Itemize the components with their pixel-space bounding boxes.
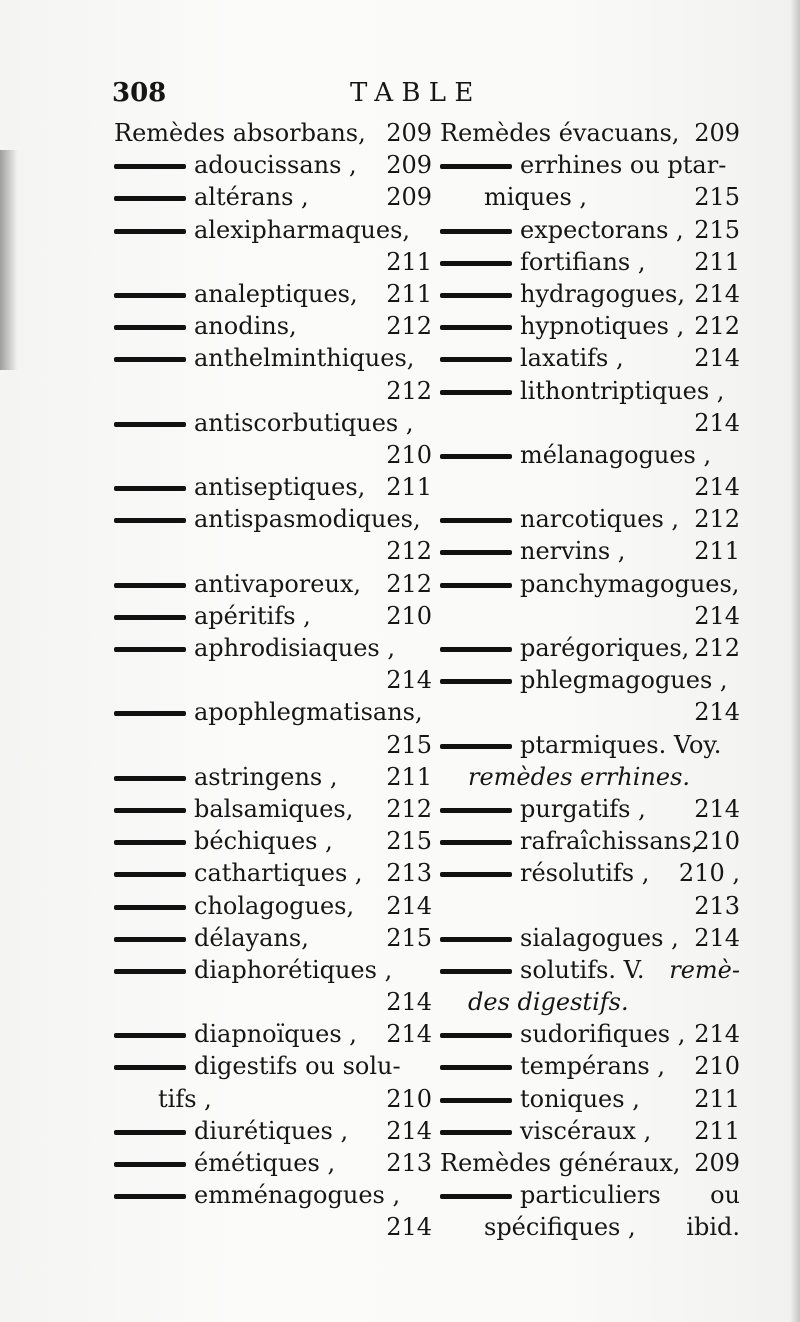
page-reference: 214 [386,1020,432,1049]
index-line [440,407,740,439]
index-term: Remèdes évacuans, [440,119,680,147]
index-line [114,117,432,149]
index-line [114,149,432,181]
index-line [114,181,432,213]
index-line [114,890,432,922]
ditto-dash [440,390,512,395]
index-line [114,600,432,632]
index-term: résolutifs , [520,859,650,888]
index-line [440,696,740,728]
index-line [440,1050,740,1082]
index-term: apéritifs , [194,601,311,630]
index-line [114,568,432,600]
index-line [114,696,432,728]
index-line [114,535,432,567]
index-line [114,664,432,696]
ditto-dash [440,1065,512,1070]
index-line [440,246,740,278]
index-line [114,503,432,535]
index-term: fortifians , [520,247,646,276]
index-term: antispasmodiques, [194,505,421,534]
ditto-dash [440,357,512,362]
index-term: purgatifs , [520,794,646,823]
page-header [112,78,732,118]
index-term: sialagogues , [520,923,679,952]
ditto-dash [440,164,512,169]
ditto-dash [114,647,186,652]
index-line [440,1083,740,1115]
page-reference: 211 [386,473,432,502]
index-line [114,342,432,374]
page-reference: 211 [694,247,740,276]
ditto-dash [440,1130,512,1135]
index-line [440,439,740,471]
ditto-dash [440,1033,512,1038]
page-reference: 214 [694,794,740,823]
ditto-dash [440,808,512,813]
page-reference: 213 [386,859,432,888]
index-term: balsamiques, [194,794,354,823]
index-line [114,1050,432,1082]
page-reference: 209 [386,151,432,180]
index-term: mélanagogues , [520,440,712,469]
index-line [440,278,740,310]
ditto-dash [114,164,186,169]
ditto-dash [114,357,186,362]
index-line [440,1018,740,1050]
index-term: altérans , [194,183,309,212]
page-reference: 215 [694,183,740,212]
index-term: emménagogues , [194,1181,401,1210]
page-reference: 209 [694,119,740,147]
page-reference: 211 [694,537,740,566]
index-line [114,632,432,664]
index-line [440,600,740,632]
index-term: cholagogues, [194,891,355,920]
ditto-dash [440,1098,512,1103]
index-line [440,1147,740,1179]
page-reference: 210 , [678,859,740,888]
index-line [440,181,740,213]
page-reference: 214 [386,1213,432,1242]
index-line [114,1083,432,1115]
ditto-dash [114,1130,186,1135]
index-term: cathartiques , [194,859,363,888]
page-reference: 211 [386,762,432,791]
cross-reference: des digestifs. [468,988,629,1017]
index-term: toniques , [520,1084,640,1113]
index-line [440,664,740,696]
page-reference: 214 [694,344,740,373]
page-reference: 209 [694,1149,740,1177]
index-term: tifs , [158,1084,212,1113]
index-term: digestifs ou solu- [194,1052,401,1081]
index-term: antiscorbutiques , [194,408,414,437]
index-line [440,729,740,761]
ditto-dash [114,1033,186,1038]
index-line [114,407,432,439]
ditto-dash [114,808,186,813]
index-line [440,857,740,889]
right-index-column [440,117,740,1244]
ditto-dash [114,1194,186,1199]
index-term: diapnoïques , [194,1020,357,1049]
index-line [114,246,432,278]
index-term: antivaporeux, [194,569,362,598]
ditto-dash [440,550,512,555]
page-reference: 210 [694,827,740,856]
ditto-dash [114,1162,186,1167]
index-term: hypnotiques , [520,312,685,341]
page-reference: 212 [694,505,740,534]
index-line [440,793,740,825]
page-reference: 211 [386,279,432,308]
ditto-dash [440,261,512,266]
ditto-dash [114,196,186,201]
index-term: phlegmagogues , [520,666,728,695]
index-line [440,375,740,407]
index-term: hydragogues, [520,279,685,308]
page-reference: 209 [386,119,432,147]
ditto-dash [114,486,186,491]
index-term: rafraîchissans, [520,827,700,856]
page-reference: 210 [694,1052,740,1081]
page-reference: 212 [386,794,432,823]
index-line [440,568,740,600]
page-reference: ou [710,1181,740,1210]
index-line [440,825,740,857]
page-reference: 212 [386,569,432,598]
page-reference: 210 [386,1084,432,1113]
page-reference: 215 [386,827,432,856]
page-reference: 212 [386,376,432,405]
index-line [114,922,432,954]
index-term: narcotiques , [520,505,680,534]
ditto-dash [440,969,512,974]
page-reference: 214 [694,279,740,308]
index-term: anodins, [194,312,297,341]
page-reference: 212 [386,537,432,566]
page-reference: 211 [694,1084,740,1113]
index-term: solutifs. V. [520,955,645,984]
ditto-dash [440,518,512,523]
index-term: particuliers [520,1181,661,1210]
index-line [440,149,740,181]
index-line [114,214,432,246]
index-term: errhines ou ptar- [520,151,727,180]
running-title: TABLE [350,78,482,108]
index-term: Remèdes généraux, [440,1149,681,1177]
page-reference: 210 [386,601,432,630]
page-reference: 212 [694,634,740,662]
index-term: panchymagogues, [520,569,740,598]
page-number: 308 [112,78,167,108]
page-reference: 212 [386,312,432,341]
index-line [440,632,740,664]
index-line [114,1179,432,1211]
page-reference: 215 [694,215,740,244]
index-term: émétiques , [194,1149,336,1177]
index-line [114,1115,432,1147]
index-line [114,793,432,825]
index-term: sudorifiques , [520,1020,686,1049]
ditto-dash [440,1194,512,1199]
index-term: aphrodisiaques , [194,634,395,662]
index-line [440,1179,740,1211]
ditto-dash [114,1065,186,1070]
index-term: analeptiques, [194,279,358,308]
ditto-dash [440,325,512,330]
index-term: ptarmiques. Voy. [520,730,722,759]
ditto-dash [440,583,512,588]
index-term: Remèdes absorbans, [114,119,366,147]
left-index-column [114,117,432,1244]
index-term: nervins , [520,537,626,566]
index-term: diurétiques , [194,1116,349,1145]
ditto-dash [114,325,186,330]
page-reference: 215 [386,923,432,952]
page-reference: 214 [694,601,740,630]
ditto-dash [114,711,186,716]
page-reference: 214 [694,408,740,437]
ditto-dash [114,776,186,781]
ditto-dash [114,905,186,910]
page-reference: 214 [694,923,740,952]
index-line [114,1147,432,1179]
index-line [440,986,740,1018]
index-line [440,922,740,954]
index-term: délayans, [194,923,309,952]
cross-reference: remèdes errhines. [468,762,691,791]
ditto-dash [114,840,186,845]
page-reference: 213 [694,891,740,920]
index-line [440,1211,740,1243]
page-reference: 213 [386,1149,432,1177]
index-term: spécifiques , [484,1213,636,1242]
index-line [114,278,432,310]
index-line [114,310,432,342]
index-line [440,342,740,374]
page-reference: 214 [694,1020,740,1049]
page-reference: 214 [386,891,432,920]
ditto-dash [114,293,186,298]
index-line [440,954,740,986]
index-term: béchiques , [194,827,333,856]
index-line [114,729,432,761]
index-line [114,954,432,986]
index-term: lithontriptiques , [520,376,725,405]
page-reference: 214 [386,988,432,1017]
index-term: antiseptiques, [194,473,366,502]
index-term: apophlegmatisans, [194,698,423,727]
index-line [114,986,432,1018]
ditto-dash [440,872,512,877]
ditto-dash [114,583,186,588]
ditto-dash [440,647,512,652]
index-term: expectorans , [520,215,684,244]
index-line [440,214,740,246]
ditto-dash [440,840,512,845]
index-term: anthelminthiques, [194,344,415,373]
index-line [440,1115,740,1147]
ditto-dash [114,229,186,234]
ditto-dash [440,293,512,298]
index-term: adoucissans , [194,151,357,180]
index-line [114,1211,432,1243]
page-reference: 214 [694,698,740,727]
page-edge-shadow [0,150,18,370]
page-reference: 212 [694,312,740,341]
index-line [114,439,432,471]
ditto-dash [440,679,512,684]
page-reference: 214 [694,473,740,502]
page-reference: remè- [669,955,740,984]
index-term: alexipharmaques, [194,215,411,244]
ditto-dash [440,454,512,459]
ditto-dash [114,422,186,427]
index-line [440,117,740,149]
index-line [440,890,740,922]
index-line [440,471,740,503]
index-line [114,1018,432,1050]
index-term: viscéraux , [520,1116,652,1145]
ditto-dash [114,937,186,942]
index-line [440,535,740,567]
page-reference: 215 [386,730,432,759]
page-reference: 214 [386,666,432,695]
index-term: tempérans , [520,1052,665,1081]
page-reference: 211 [386,247,432,276]
ditto-dash [440,937,512,942]
ditto-dash [114,615,186,620]
ditto-dash [114,872,186,877]
page-reference: 214 [386,1116,432,1145]
index-line [114,825,432,857]
index-term: laxatifs , [520,344,624,373]
page-reference: 209 [386,183,432,212]
index-line [114,857,432,889]
index-term: diaphorétiques , [194,955,393,984]
index-line [114,375,432,407]
index-term: parégoriques, [520,634,690,662]
page-reference: ibid. [686,1213,740,1242]
ditto-dash [114,518,186,523]
ditto-dash [114,969,186,974]
index-line [440,310,740,342]
index-term: miques , [484,183,588,212]
page-reference: 210 [386,440,432,469]
index-term: astringens , [194,762,338,791]
index-line [114,761,432,793]
index-line [440,503,740,535]
index-line [114,471,432,503]
ditto-dash [440,744,512,749]
ditto-dash [440,229,512,234]
index-line [440,761,740,793]
page-right-edge [790,0,800,1322]
page-reference: 211 [694,1116,740,1145]
